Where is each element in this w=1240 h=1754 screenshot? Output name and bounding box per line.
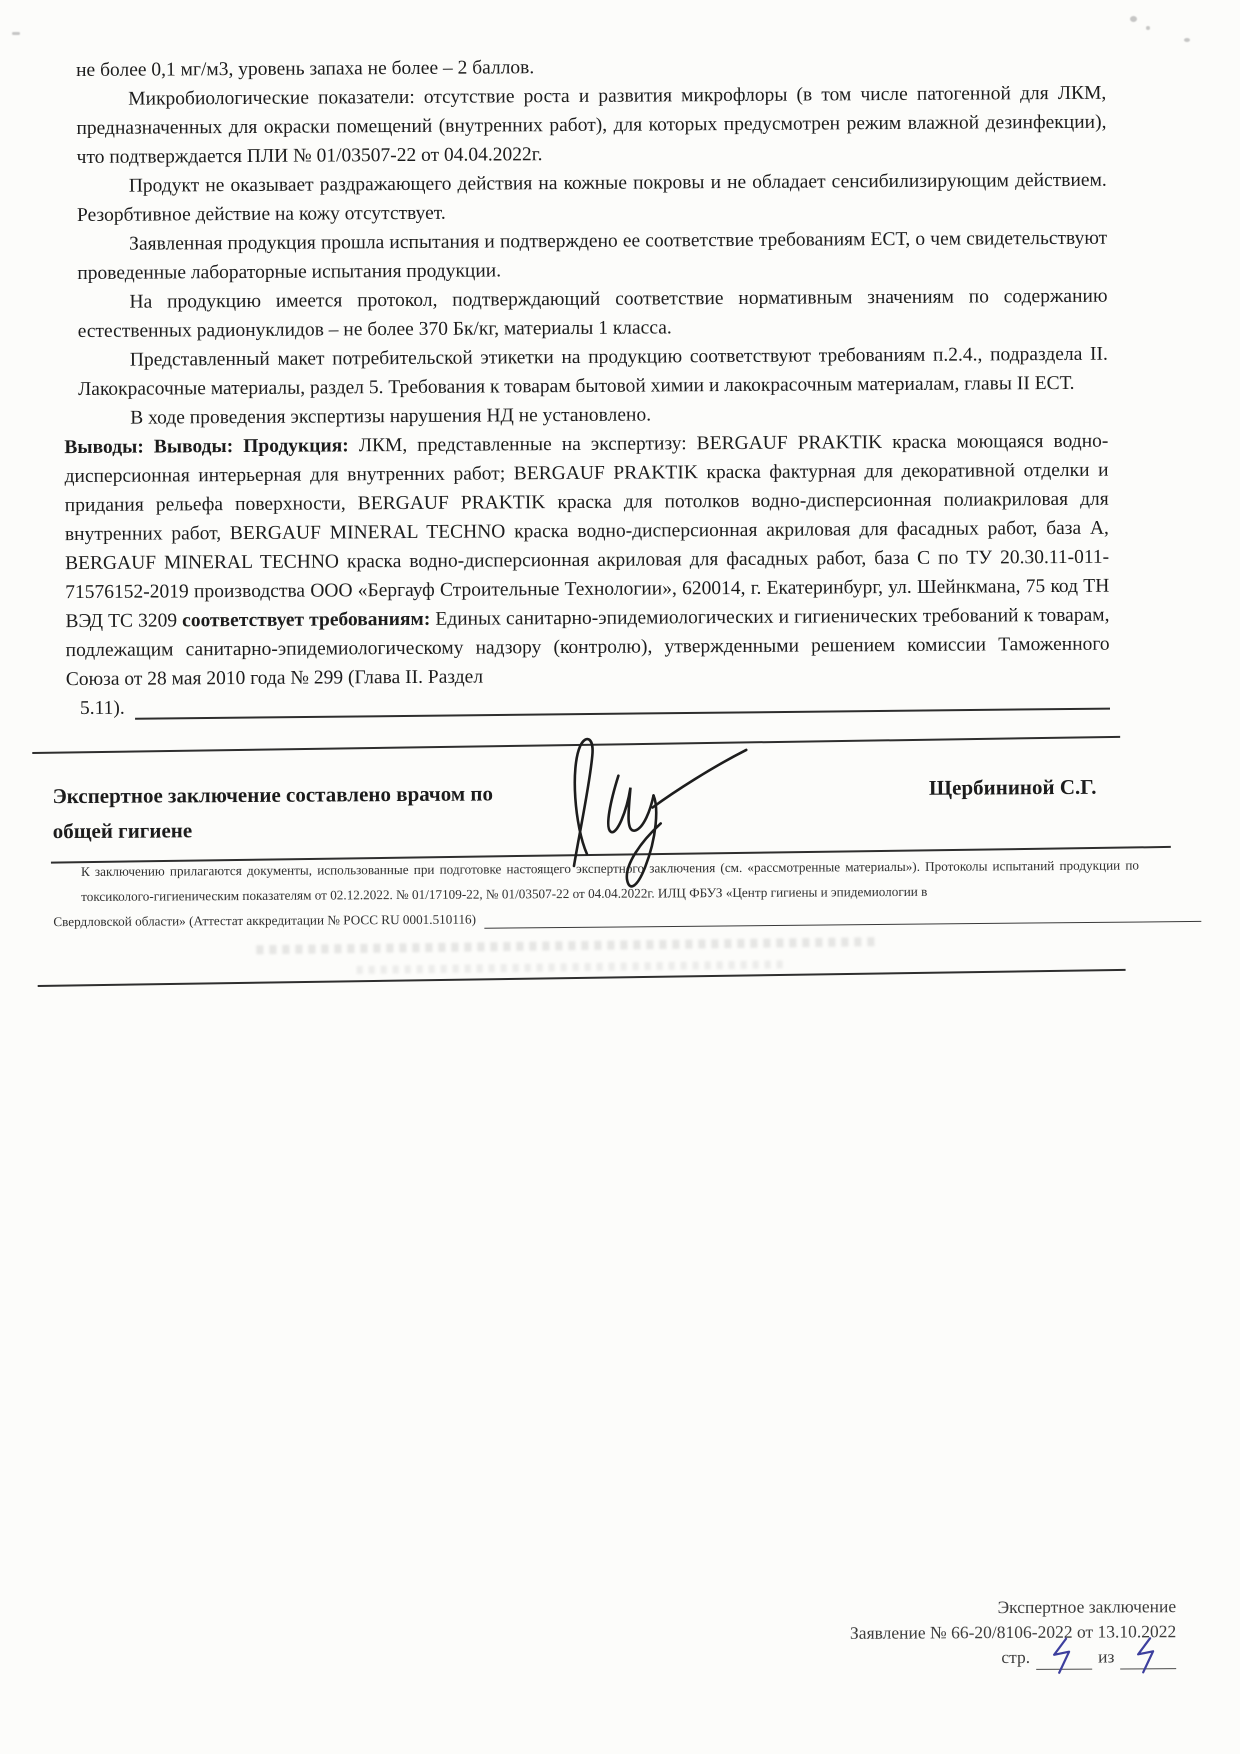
appendix-accreditation: Свердловской области» (Аттестат аккредитации № РОСС RU 0001.510116) [53,911,477,930]
paragraph-no-violations: В ходе проведения экспертизы нарушения НД не установлено. [130,404,652,429]
conclusions-label: Выводы: Выводы: Продукция: [64,435,349,459]
footer-page-line [850,1644,1176,1671]
ruled-line [484,921,1201,929]
page-number-blank [1036,1647,1092,1670]
handwritten-page-total-icon [1134,1636,1158,1674]
scan-speck [1130,16,1137,22]
conclusions-requirements: Единых санитарно-эпидемиологических и гигиенических требований к товарам, подлежащим санитарно-эпидемиологическому надзору (контролю), утвержденными решением комиссии Таможенного Союза от 28 мая 2010 года № 299 (Глава II. Раздел [65,604,1110,691]
signature-caption-line2: общей гигиене [52,818,193,844]
appendix-note: К заключению прилагаются документы, использованные при подготовке настоящего экспертного заключения (см. «рассмотренные материалы»). Протоколы испытаний продукции по токсиколого-гигиеническим показателям от 02.12.2022. № 01/17109-22, № 01/03507-22 от 04.04.2022г. ИЛЦ ФБУЗ «Центр гигиены и эпидемиологии в [80,857,1140,904]
paragraph-label-layout: Представленный макет потребительской этикетки на продукцию соответствуют требованиям п.2.4., подраздела II. Лакокрасочные материалы, раздел 5. Требования к товарам бытовой химии и лакокрасочным материалам, главы II ЕСТ. [77,343,1108,400]
footer-application-number: Заявление № 66-20/8106-2022 от 13.10.2022 [849,1621,1177,1643]
signature-block [52,773,1110,849]
scan-speck [1184,38,1190,42]
scan-speck [12,32,20,35]
expert-name: Щербининой С.Г. [928,774,1097,800]
footer-of-label: из [1097,1646,1115,1667]
page-total-blank [1120,1646,1176,1669]
paragraph-testing-compliance: Заявленная продукция прошла испытания и подтверждено ее соответствие требованиям ЕСТ, о чем свидетельствуют проведенные лабораторные испытания продукции. [77,227,1108,284]
conclusions-paragraph [64,427,1110,694]
signature-handwriting [540,715,771,901]
page-footer [850,1594,1177,1671]
signature-caption-line1: Экспертное заключение составлено врачом по [52,781,494,809]
footer-doc-type: Экспертное заключение [997,1596,1176,1618]
paragraph-skin-effects: Продукт не оказывает раздражающего действия на кожные покровы и не обладает сенсибилизирующим действием. Резорбтивное действие на кожу отсутствует. [76,169,1107,226]
handwritten-page-number-icon [1050,1637,1074,1675]
paragraph-microbiology: Микробиологические показатели: отсутствие роста и развития микрофлоры (в том числе патогенной для ЛКМ, предназначенных для окраски помещений (внутренних работ), для которых предусмотрен режим влажной дезинфекции), что подтверждается ПЛИ № 01/03507-22 от 04.04.2022г. [76,82,1107,168]
paragraph-radionuclides: На продукцию имеется протокол, подтверждающий соответствие нормативным значениям по содержанию естественных радионуклидов – не более 370 Бк/кг, материалы 1 класса. [77,285,1108,342]
conclusions-complies-label: соответствует требованиям: [182,608,431,632]
footer-page-label: стр. [1001,1646,1030,1668]
paragraph-odor-level: не более 0,1 мг/м3, уровень запаха не более – 2 баллов. [76,57,535,81]
conclusions-products: ЛКМ, представленные на экспертизу: BERGAUF PRAKTIK краска моющаяся водно-дисперсионная интерьерная для внутренних работ; BERGAUF PRAKTIK краска фактурная для декоративной отделки и придания рельефа поверхности, BERGAUF PRAKTIK краска для потолков водно-дисперсионная полиакриловая для внутренних работ, BERGAUF MINERAL TECHNO краска водно-дисперсионная акриловая для фасадных работ, база А, BERGAUF MINERAL TECHNO краска водно-дисперсионная акриловая для фасадных работ, база С по ТУ 20.30.11-011-71576152-2019 производства ООО «Бергауф Строительные Технологии», 620014, г. Екатеринбург, ул. Шейнкмана, 75 код ТН ВЭД ТС 3209 [64,430,1110,633]
conclusions-tail: 5.11). [79,697,125,719]
document-body [52,50,1140,982]
scan-speck [1146,26,1150,30]
